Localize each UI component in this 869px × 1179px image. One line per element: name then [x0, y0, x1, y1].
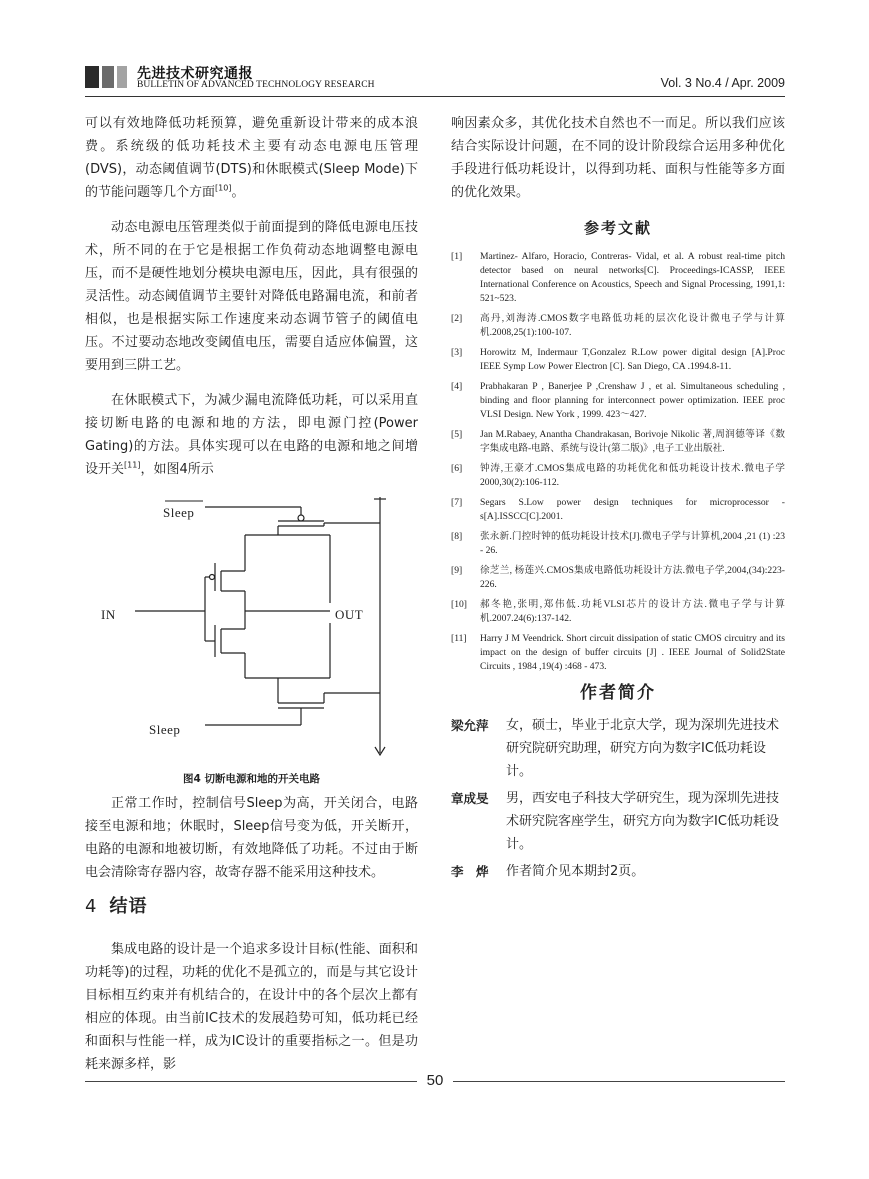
author-bio: 男，西安电子科技大学研究生，现为深圳先进技术研究院客座学生，研究方向为数字IC低功耗设计。	[506, 791, 780, 852]
footer-rule-left	[85, 1081, 417, 1082]
figure-4-circuit	[85, 493, 418, 768]
reference-item	[451, 380, 785, 422]
journal-title-en: BULLETIN OF ADVANCED TECHNOLOGY RESEARCH	[137, 80, 375, 90]
author-entry	[451, 787, 785, 856]
author-name: 章成旻	[451, 791, 489, 806]
reference-text: Jan M.Rabaey, Anantha Chandrakasan, Borivoje Nikolic 著,周润德等译《数字集成电路-电路、系统与设计(第二版)》,电子工业出版社.	[480, 429, 785, 454]
sleep-label: Sleep	[149, 722, 181, 737]
reference-text: Harry J M Veendrick. Short circuit dissipation of static CMOS circuitry and its impact on the design of buffer circuits [J] . IEEE Journal of Solid2State Circuits , 1984 ,19(4) :468 - 473.	[480, 633, 785, 672]
authors-list	[451, 714, 785, 883]
reference-text: 钟涛,王豪才.CMOS集成电路的功耗优化和低功耗设计技术.微电子学2000,30(2):106-112.	[480, 463, 785, 488]
paragraph-5: 集成电路的设计是一个追求多设计目标(性能、面积和功耗等)的过程，功耗的优化不是孤立的，而是与其它设计目标相互约束并有机结合的，在设计中的各个层次上都有相应的体现。由当前IC技术的发展趋势可知，低功耗已经和面积与性能一样，成为IC设计的重要指标之一。但是功耗来源多样，影	[85, 942, 418, 1072]
reference-text: 张永新.门控时钟的低功耗设计技术[J].微电子学与计算机,2004 ,21 (1) :23 - 26.	[480, 531, 785, 556]
reference-number: [6]	[451, 463, 463, 474]
reference-item	[451, 250, 785, 306]
reference-text: Prabhakaran P , Banerjee P ,Crenshaw J , et al. Simultaneous scheduling , binding and floor planning for interconnect power optimization. IEEE proc VLSI Design. New York , 1999. 423～427.	[480, 381, 785, 420]
reference-item	[451, 564, 785, 592]
authors-heading: 作者简介	[580, 683, 656, 703]
reference-item	[451, 598, 785, 626]
reference-text: 高丹,刘海涛.CMOS数字电路低功耗的层次化设计微电子学与计算机.2008,25(1):100-107.	[480, 313, 785, 338]
reference-item	[451, 428, 785, 456]
author-entry	[451, 860, 785, 883]
paragraph-1: 可以有效地降低功耗预算，避免重新设计带来的成本浪费。系统级的低功耗技术主要有动态电源电压管理(DVS)，动态阈值调节(DTS)和休眠模式(Sleep Mode)下的节能问题等几个方面[10]。	[85, 116, 418, 200]
reference-item	[451, 632, 785, 674]
reference-number: [9]	[451, 565, 463, 576]
author-bio: 作者简介见本期封2页。	[506, 864, 645, 879]
author-name: 梁允萍	[451, 718, 489, 733]
author-entry	[451, 714, 785, 783]
paragraph-continued: 响因素众多，其优化技术自然也不一而足。所以我们应该结合实际设计问题，在不同的设计阶段综合运用多种优化手段进行低功耗设计，以得到功耗、面积与性能等多方面的优化效果。	[451, 116, 785, 200]
author-bio: 女，硕士，毕业于北京大学，现为深圳先进技术研究院研究助理，研究方向为数字IC低功耗设计。	[506, 718, 780, 779]
reference-item	[451, 530, 785, 558]
section-heading: 4 结语	[85, 896, 148, 917]
reference-number: [11]	[451, 633, 467, 644]
journal-header	[85, 66, 785, 96]
header-rule	[85, 96, 785, 97]
volume-info: Vol. 3 No.4 / Apr. 2009	[660, 76, 785, 90]
out-label: OUT	[335, 607, 364, 622]
reference-number: [10]	[451, 599, 467, 610]
citation: [10]	[215, 183, 232, 193]
journal-logo-bars	[85, 66, 127, 88]
reference-text: 郝冬艳,张明,郑伟低.功耗VLSI芯片的设计方法.微电子学与计算机.2007.24(6):137-142.	[480, 599, 785, 624]
paragraph-2: 动态电源电压管理类似于前面提到的降低电源电压技术，所不同的在于它是根据工作负荷动态地调整电源电压，而不是硬性地划分模块电源电压，因此，具有很强的灵活性。动态阈值调节主要针对降低电路漏电流，和前者相似，也是根据实际工作速度来动态调节管子的阈值电压。不过要动态地改变阈值电压，需要自适应体偏置，这要用到三阱工艺。	[85, 220, 418, 373]
reference-item	[451, 496, 785, 524]
references-heading: 参考文献	[583, 219, 652, 237]
figure-caption: 图4 切断电源和地的开关电路	[183, 773, 320, 785]
reference-item	[451, 312, 785, 340]
author-name: 李 烨	[451, 864, 489, 879]
citation: [11]	[124, 460, 141, 470]
reference-number: [7]	[451, 497, 463, 508]
journal-title-cn: 先进技术研究通报	[137, 66, 253, 82]
paragraph-3: 在休眠模式下，为减少漏电流降低功耗，可以采用直接切断电路的电源和地的方法，即电源门控(Power Gating)的方法。具体实现可以在电路的电源和地之间增设开关[11]，如图4所示	[85, 393, 418, 477]
reference-number: [4]	[451, 381, 463, 392]
reference-number: [1]	[451, 251, 463, 262]
reference-text: Horowitz M, Indermaur T,Gonzalez R.Low power digital design [A].Proc IEEE Symp Low Power Electron [C]. San Diego, CA .1994.8-11.	[480, 347, 785, 372]
reference-item	[451, 462, 785, 490]
reference-text: Martinez- Alfaro, Horacio, Contreras- Vidal, et al. A robust real-time pitch detector based on neural networks[C]. Proceedings-ICASSP, IEEE International Conference on Acoustics, Speech and Signal Processing, 1991,1: 521~523.	[480, 251, 785, 304]
reference-number: [3]	[451, 347, 463, 358]
sleep-bar-label: Sleep	[163, 505, 195, 520]
reference-text: Segars S.Low power design techniques for microprocessor -s[A].ISSCC[C].2001.	[480, 497, 785, 522]
footer-rule-right	[453, 1081, 785, 1082]
reference-text: 徐芝兰, 杨莲兴.CMOS集成电路低功耗设计方法.微电子学,2004,(34):223-226.	[480, 565, 785, 590]
reference-number: [5]	[451, 429, 463, 440]
left-column	[85, 112, 418, 1076]
reference-number: [8]	[451, 531, 463, 542]
reference-item	[451, 346, 785, 374]
reference-number: [2]	[451, 313, 463, 324]
paragraph-4: 正常工作时，控制信号Sleep为高，开关闭合，电路接至电源和地；休眠时，Sleep信号变为低，开关断开，电路的电源和地被切断，有效地降低了功耗。不过由于断电会清除寄存器内容，故寄存器不能采用这种技术。	[85, 796, 418, 880]
circuit-diagram	[85, 493, 418, 768]
page-number: 50	[426, 1072, 444, 1089]
references-list	[451, 250, 785, 674]
right-column	[451, 112, 785, 887]
in-label: IN	[101, 607, 116, 622]
page-footer	[85, 1072, 785, 1092]
